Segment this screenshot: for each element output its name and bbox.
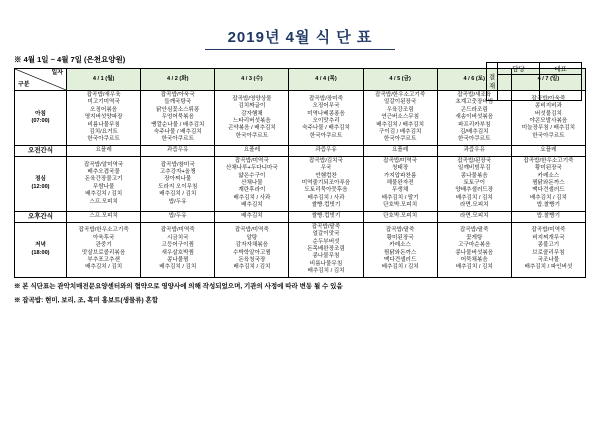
footnote-1: ※ 본 식단표는 관악치매전문요양센터와의 협약으로 영양사에 의해 작성되었으며, 기관의 사정에 따라 변동 될 수 있음 [14, 282, 343, 290]
day-header-6: 4 / 6 (토) [437, 69, 511, 91]
cell-dinner-day1: 잡곡밥/한우소고기죽 아욱후국 관중기 맛살브로콜리볶음 부추포고추샌 배추김치 / 김치 [67, 222, 141, 277]
cell-dinner-day7: 잡곡밥/미역죽 비지찌개무국 콩불고기 브로콜리무침 국조나물 배추김치 / 파인버섯 [511, 222, 585, 277]
cell-morning-snack-day7: 요플레 [511, 145, 585, 156]
cell-afternoon-snack-day4: 쌀빵.컵빗기 [289, 211, 363, 222]
cell-morning-snack-day6: 과즙우유 [437, 145, 511, 156]
cell-afternoon-snack-day5: 단호박.모피치 [363, 211, 437, 222]
cell-afternoon-snack-day3: 배추김치 [215, 211, 289, 222]
cell-morning-snack-day3: 요플레 [215, 145, 289, 156]
row-label-morning-snack: 오전간식 [15, 145, 67, 156]
cell-morning-snack-day1: 요플레 [67, 145, 141, 156]
cell-dinner-day2: 잡곡밥/미역죽 시금치국 고등어구이찜 새우살호박찜 콩나물찜 배추김치 / 김치 [141, 222, 215, 277]
cell-afternoon-snack-day1: 스프.모피치 [67, 211, 141, 222]
cell-dinner-day4: 잡곡밥/팥죽 얼갈이맛국 순두부버섯 돈목배완장조림 콩나물무침 비름나물무침 배추김치 / 김치 [289, 222, 363, 277]
date-range-label: ※ 4월 1일 ~ 4월 7일 (은천요양원) [14, 55, 126, 64]
day-header-7: 4 / 7 (일) [511, 69, 585, 91]
cell-lunch-day2: 잡곡밥/참미국 고추강자+올챙 장아찌나물 도라지 오이무침 배추김치 / 김치 밥/두유 [141, 156, 215, 211]
day-header-4: 4 / 4 (목) [289, 69, 363, 91]
cell-breakfast-day5: 잡곡밥/한우소고기죽 얼갈이된장국 우육강조림 연근버소스무침 배추김치 / 배추김치 구이김 / 배추김치 한국아쿠르트 [363, 91, 437, 146]
cell-lunch-day3: 잡곡밥/미역국 산채나루+두다니마국 얇은수구이 산채나물 계란후라이 배추김치 / 사과 배추김치 [215, 156, 289, 211]
page-title: 2019년 4월 식 단 표 [227, 29, 373, 46]
corner-label-date: 일자 [51, 70, 64, 76]
cell-breakfast-day3: 잡곡밥/영양상물 김치짜글이 감자햄채 느타리버섯볶음 곤약볶음 / 배추김치 한국아쿠르트 [215, 91, 289, 146]
table-row [15, 211, 586, 222]
cell-dinner-day3: 잡곡밥/미역죽 알탕 감자자채볶음 수박학알아고찜 돈육청국장 배추김치 / 김치 [215, 222, 289, 277]
cell-lunch-day5: 잡곡밥/미역국 청태장 가지압파찬름 해물완자전 무생채 배추김치 / 딸기 단호박.모피치 [363, 156, 437, 211]
table-row [15, 222, 586, 277]
cell-breakfast-day2: 잡곡밥/아욱국 들깨국탕국 닭안심꽃소스튀퐁 우엉어묵볶음 땡깔순나물 / 배추김치 숙주나물 / 배추김치 한국아쿠르트 [141, 91, 215, 146]
day-header-5: 4 / 5 (금) [363, 69, 437, 91]
day-header-3: 4 / 3 (수) [215, 69, 289, 91]
approval-col-manager: 담당 [498, 63, 540, 75]
cell-lunch-day6: 잡곡밥/된장국 일깨비빔무김 콩나물볶음 토토구이 양배추샐러드장 배추김치 / 김치 라면.모피치 [437, 156, 511, 211]
cell-lunch-day4: 잡곡밥/김치국 우국 언햄컵찬 미역줄기되조아푸음 도토리묵아뭇후음 배추김치 / 사과 쌀빵.컵빗기 [289, 156, 363, 211]
row-label-lunch: 점심 (12:00) [15, 156, 67, 211]
cell-breakfast-day7: 잡곡밥/아욱죽 콩비지비과 버섯물김치 야콘모발사볶음 미늘장무침 / 배추김치 한국아쿠르트 [511, 91, 585, 146]
cell-breakfast-day6: 잡곡밥/새조육 초계고춧장비빔 곤드라조림 새송이버섯볶음 파프리카부침 김/배추김치 한국아쿠르트 [437, 91, 511, 146]
cell-morning-snack-day5: 요플레 [363, 145, 437, 156]
cell-dinner-day6: 잡곡밥/팥죽 꽃게탕 고구마순볶음 콩나물버섯볶음 어묵채볶음 배추김치 / 김치 [437, 222, 511, 277]
cell-morning-snack-day4: 과즙우유 [289, 145, 363, 156]
table-row [15, 145, 586, 156]
row-label-breakfast: 아침 (07:00) [15, 91, 67, 146]
day-header-2: 4 / 2 (화) [141, 69, 215, 91]
row-label-dinner: 저녁 (18:00) [15, 222, 67, 277]
approval-col-representative: 대표 [540, 63, 582, 75]
cell-afternoon-snack-day6: 라면.모피치 [437, 211, 511, 222]
day-header-1: 4 / 1 (월) [67, 69, 141, 91]
table-corner-header [15, 69, 67, 91]
approval-value-manager[interactable] [498, 75, 540, 101]
title-underline [205, 49, 395, 50]
row-label-afternoon-snack: 오후간식 [15, 211, 67, 222]
table-row [15, 156, 586, 211]
approval-box [486, 62, 582, 101]
cell-lunch-day1: 잡곡밥/알미역국 배추오겹국물 돈육간장물고기 무쌈나물 배추김치 / 김치 스프.모피치 [67, 156, 141, 211]
cell-dinner-day5: 잡곡밥/팥죽 황미된장국 카레소스 찜닭와돈까스 맥다견샐러드 배추김치 / 김치 [363, 222, 437, 277]
cell-morning-snack-day2: 과즙우유 [141, 145, 215, 156]
cell-breakfast-day1: 잡곡밥/새우육 미고기미역국 오징어볶음 영지버섯양파장 비름나물무침 김치/요거트 한국아쿠르트 [67, 91, 141, 146]
cell-lunch-day7: 잡곡밥/한우소고기죽 황미된장국 카레소스 찜닭와돈까스 맥다견샐러드 배추김치 / 김치 밥.찰빵기 [511, 156, 585, 211]
approval-value-representative[interactable] [540, 75, 582, 101]
cell-afternoon-snack-day2: 밥/두유 [141, 211, 215, 222]
cell-afternoon-snack-day7: 밥.찰빵기 [511, 211, 585, 222]
cell-breakfast-day4: 잡곡밥/장미죽 오징어무국 미역나베콩퐁음 오이맛추리 숙주나물 / 배추김치 한국아쿠르트 [289, 91, 363, 146]
corner-label-category: 구분 [18, 81, 30, 88]
footnote-2: ※ 잡곡밥: 현미, 보리, 조, 흑미 홍보트(생물류) 혼합 [14, 296, 159, 304]
approval-side-label: 결 재 [487, 63, 498, 101]
